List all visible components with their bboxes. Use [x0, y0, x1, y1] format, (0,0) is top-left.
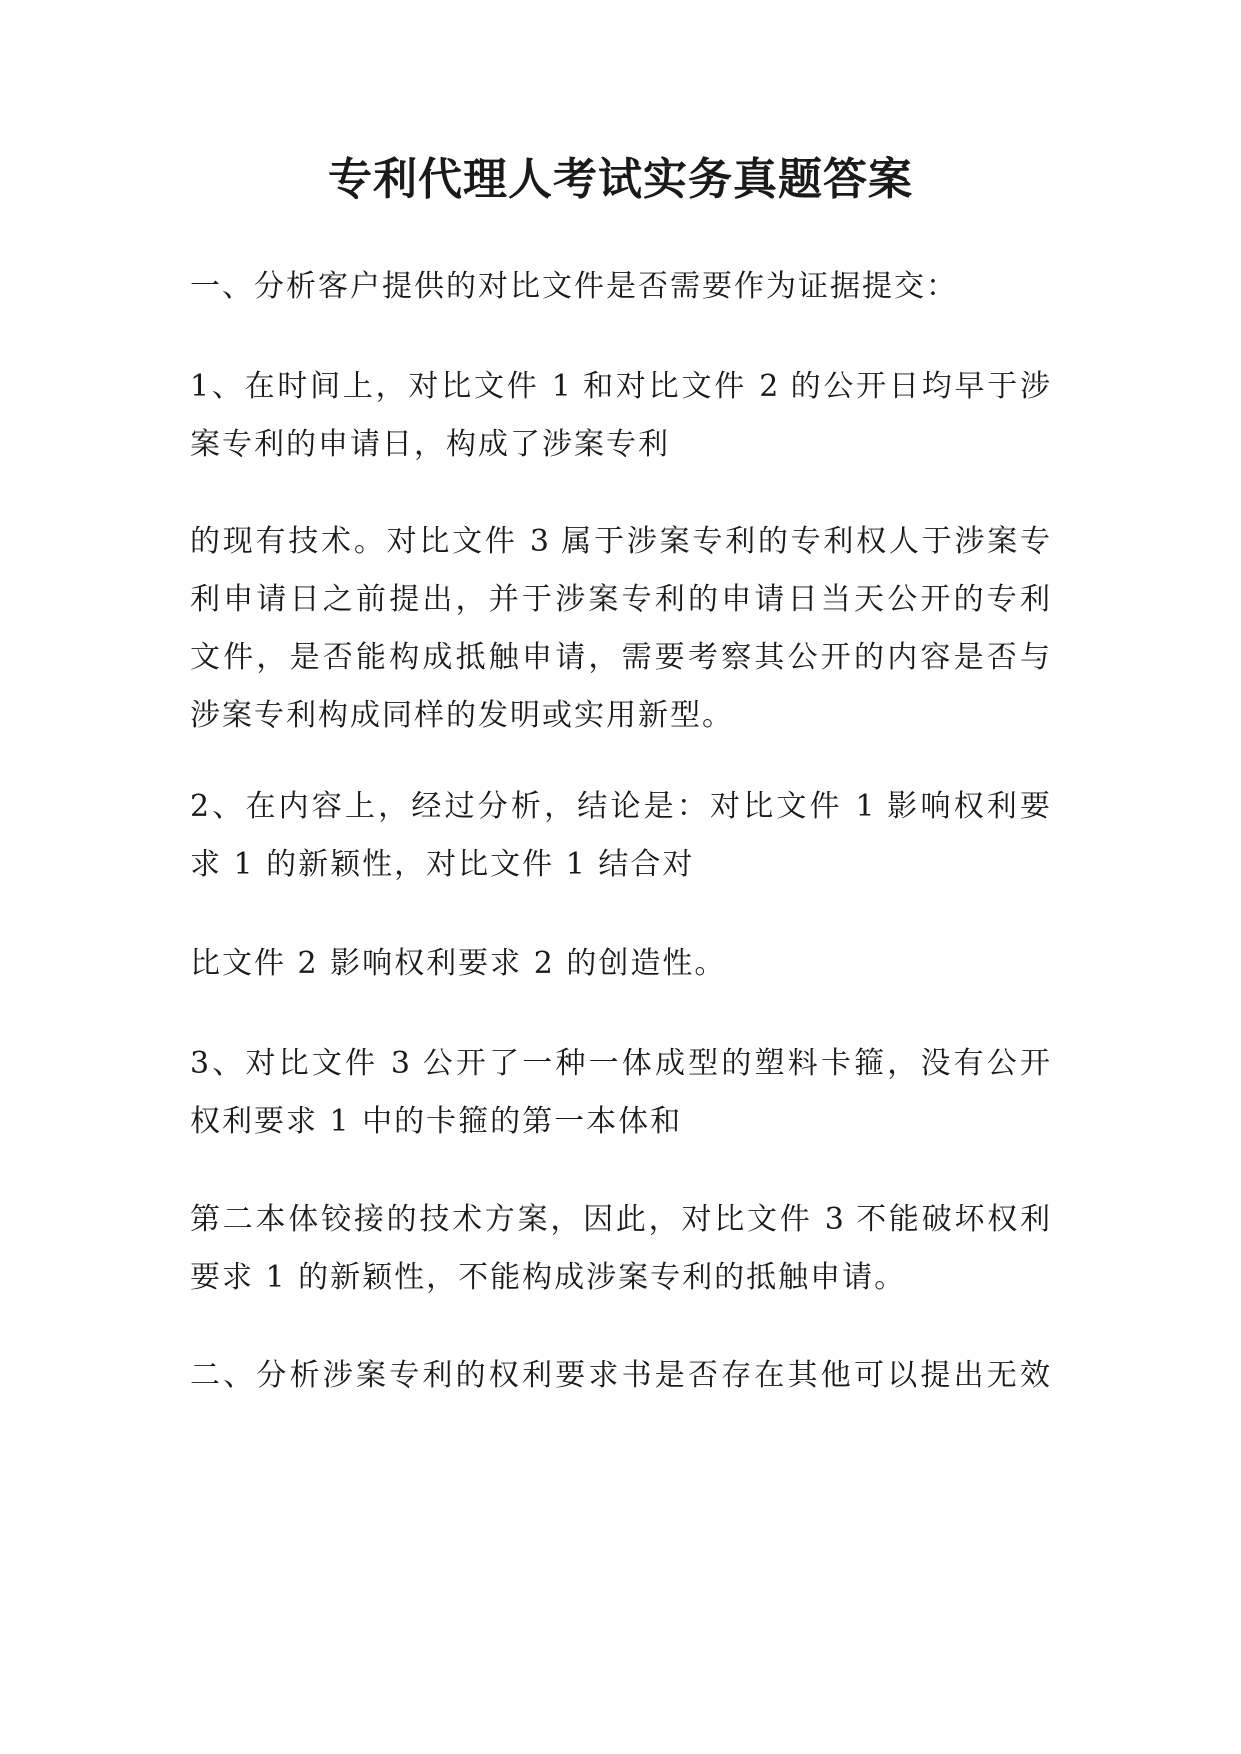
paragraph-1	[190, 258, 1050, 316]
paragraph-4	[190, 778, 1050, 894]
paragraph-line: 比文件 2 影响权利要求 2 的创造性。	[190, 946, 727, 981]
paragraph-line: 利申请日之前提出，并于涉案专利的申请日当天公开的专利	[190, 582, 1050, 617]
paragraph-7	[190, 1191, 1050, 1307]
paragraph-6	[190, 1035, 1050, 1151]
paragraph-line: 1、在时间上，对比文件 1 和对比文件 2 的公开日均早于涉	[190, 369, 1050, 404]
paragraph-line: 案专利的申请日，构成了涉案专利	[190, 427, 670, 462]
paragraph-line: 一、分析客户提供的对比文件是否需要作为证据提交：	[190, 269, 958, 304]
paragraph-line: 权利要求 1 中的卡箍的第一本体和	[190, 1104, 683, 1139]
paragraph-3	[190, 513, 1050, 745]
paragraph-line: 求 1 的新颖性，对比文件 1 结合对	[190, 847, 695, 882]
paragraph-2	[190, 358, 1050, 474]
paragraph-line: 文件，是否能构成抵触申请，需要考察其公开的内容是否与	[190, 640, 1050, 675]
paragraph-line: 的现有技术。对比文件 3 属于涉案专利的专利权人于涉案专	[190, 524, 1050, 559]
paragraph-5	[190, 935, 1050, 993]
paragraph-line: 二、分析涉案专利的权利要求书是否存在其他可以提出无效	[190, 1358, 1050, 1393]
paragraph-8	[190, 1347, 1050, 1405]
paragraph-line: 2、在内容上，经过分析，结论是：对比文件 1 影响权利要	[190, 789, 1050, 824]
paragraph-line: 要求 1 的新颖性，不能构成涉案专利的抵触申请。	[190, 1260, 907, 1295]
paragraph-line: 3、对比文件 3 公开了一种一体成型的塑料卡箍，没有公开	[190, 1046, 1050, 1081]
page-title: 专利代理人考试实务真题答案	[328, 154, 913, 205]
paragraph-line: 第二本体铰接的技术方案，因此，对比文件 3 不能破坏权利	[190, 1202, 1050, 1237]
paragraph-line: 涉案专利构成同样的发明或实用新型。	[190, 698, 734, 733]
